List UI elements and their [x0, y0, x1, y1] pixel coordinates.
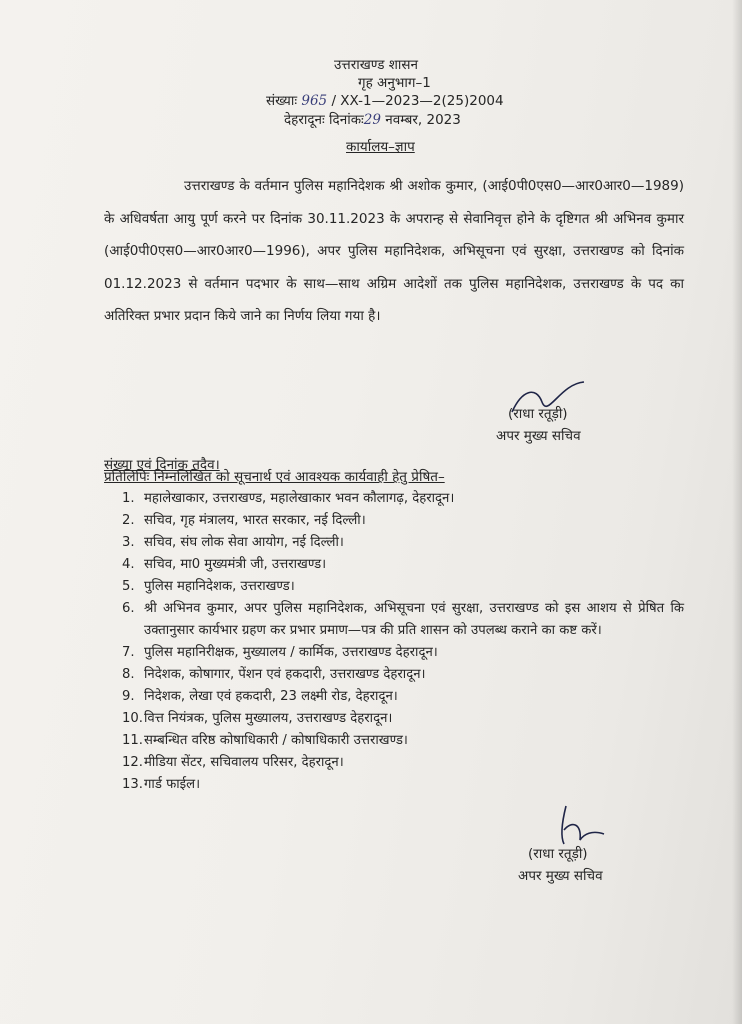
list-item: 2. सचिव, गृह मंत्रालय, भारत सरकार, नई दिल्ली। — [122, 513, 366, 528]
date-prefix: देहरादूनः दिनांकः — [284, 112, 364, 128]
number-label: संख्याः — [266, 93, 298, 109]
body-text — [104, 170, 684, 333]
signature2-name: (राधा रतूड़ी) — [528, 846, 588, 862]
signature1-name: (राधा रतूड़ी) — [508, 406, 568, 422]
department: गृह अनुभाग–1 — [358, 75, 431, 91]
signature1-designation: अपर मुख्य सचिव — [496, 428, 581, 444]
document-title: कार्यालय–ज्ञाप — [346, 139, 415, 155]
copy-ref-line: संख्या एवं दिनांक तदैव। — [104, 457, 220, 473]
page-edge-shadow — [732, 0, 742, 1024]
list-item: 5. पुलिस महानिदेशक, उत्तराखण्ड। — [122, 579, 295, 594]
signature2-designation: अपर मुख्य सचिव — [518, 868, 603, 884]
list-item: 11. सम्बन्धित वरिष्ठ कोषाधिकारी / कोषाधिकारी उत्तराखण्ड। — [122, 733, 408, 748]
list-item: 4. सचिव, मा0 मुख्यमंत्री जी, उत्तराखण्ड। — [122, 557, 327, 572]
copy-to-line: प्रतिलिपिः निम्नलिखित को सूचनार्थ एवं आवश्यक कार्यवाही हेतु प्रेषित– — [104, 469, 445, 485]
list-item: 13. गार्ड फाईल। — [122, 777, 201, 792]
letter-number — [266, 92, 504, 110]
copy-recipient-list — [104, 488, 704, 796]
govt-name: उत्तराखण्ड शासन — [334, 57, 419, 73]
list-item: 8. निदेशक, कोषागार, पेंशन एवं हकदारी, उत्तराखण्ड देहरादून। — [122, 667, 426, 682]
number-rest: / XX-1—2023—2(25)2004 — [331, 93, 504, 109]
list-item: 3. सचिव, संघ लोक सेवा आयोग, नई दिल्ली। — [122, 535, 344, 550]
date-rest: नवम्बर, 2023 — [385, 112, 461, 128]
number-handwritten: 965 — [301, 93, 328, 109]
list-item: 10. वित्त नियंत्रक, पुलिस मुख्यालय, उत्तराखण्ड देहरादून। — [122, 711, 393, 726]
body-paragraph: उत्तराखण्ड के वर्तमान पुलिस महानिदेशक श्री अशोक कुमार, (आई0पी0एस0—आर0आर0—1989) के अधिवर्षता आयु पूर्ण करने पर दिनांक 30.11.2023 के अपरान्ह से सेवानिवृत्त होने के दृष्टिगत श्री अभिनव कुमार (आई0पी0एस0—आर0आर0—1996), अपर पुलिस महानिदेशक, अभिसूचना एवं सुरक्षा, उत्तराखण्ड को दिनांक 01.12.2023 से वर्तमान पदभार के साथ—साथ अग्रिम आदेशों तक पुलिस महानिदेशक, उत्तराखण्ड के पद का अतिरिक्त प्रभार प्रदान किये जाने का निर्णय लिया गया है। — [104, 178, 684, 324]
date-day-handwritten: 29 — [363, 112, 381, 128]
list-item: 9. निदेशक, लेखा एवं हकदारी, 23 लक्ष्मी रोड, देहरादून। — [122, 689, 398, 704]
signature-scribble-2 — [548, 800, 608, 850]
list-item: 12. मीडिया सेंटर, सचिवालय परिसर, देहरादून। — [122, 755, 344, 770]
list-item: 7. पुलिस महानिरीक्षक, मुख्यालय / कार्मिक, उत्तराखण्ड देहरादून। — [122, 645, 438, 660]
list-item: 1. महालेखाकार, उत्तराखण्ड, महालेखाकार भवन कौलागढ़, देहरादून। — [122, 491, 455, 506]
list-item: 6. श्री अभिनव कुमार, अपर पुलिस महानिदेशक, अभिसूचना एवं सुरक्षा, उत्तराखण्ड को इस आशय से प्रेषित कि उक्तानुसार कार्यभार ग्रहण कर प्रभार प्रमाण—पत्र की प्रति शासन को उपलब्ध कराने का कष्ट करें। — [122, 601, 684, 638]
letter-date — [284, 111, 461, 129]
